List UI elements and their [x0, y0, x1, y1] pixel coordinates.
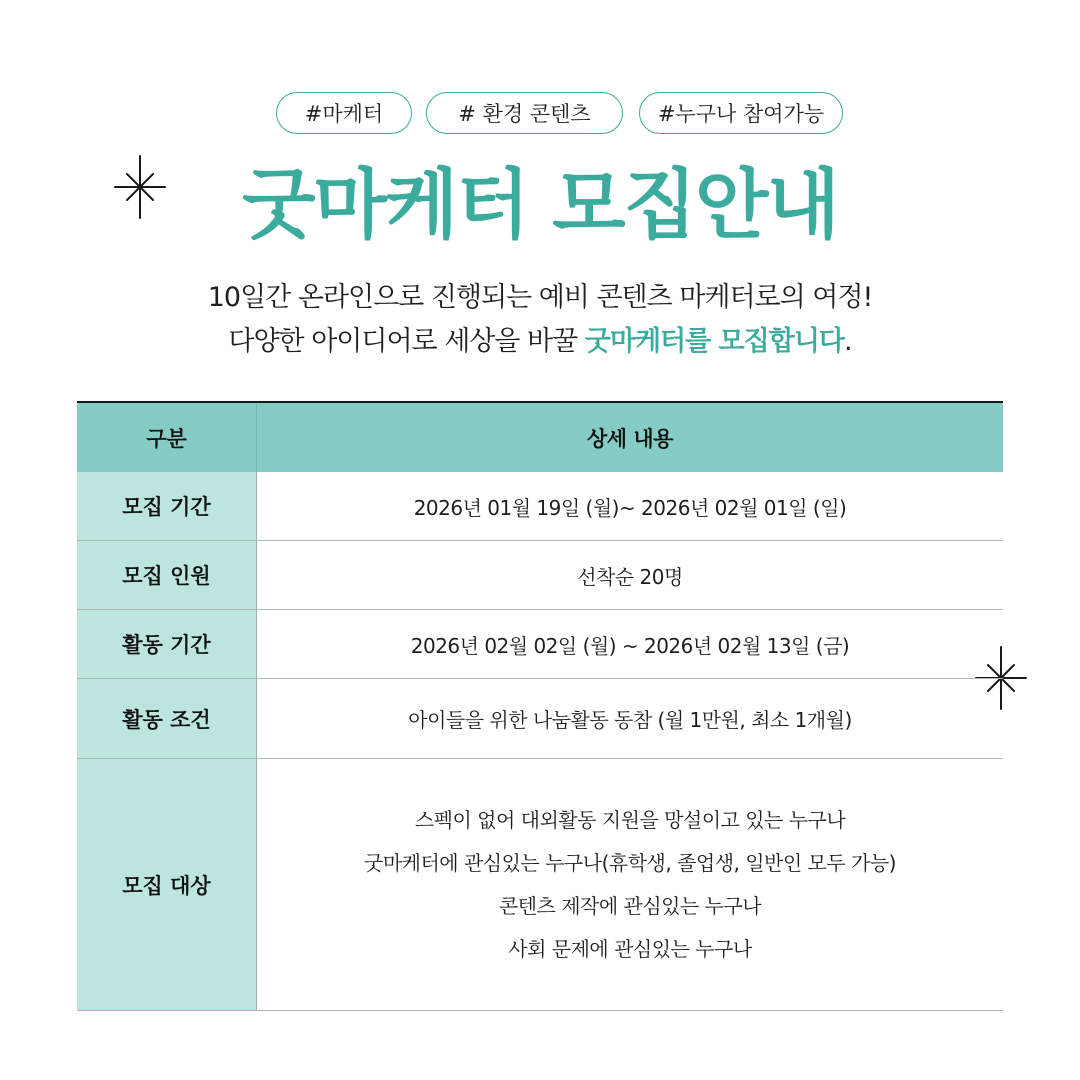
row-value-activity-condition: 아이들을 위한 나눔활동 동참 (월 1만원, 최소 1개월): [408, 708, 852, 732]
intro-text: [0, 276, 1080, 364]
table-header-category: 구분: [77, 403, 257, 472]
row-value-recruit-count: 선착순 20명: [577, 564, 683, 589]
table-row: [77, 541, 1003, 610]
table-header-details: 상세 내용: [257, 403, 1003, 472]
intro-highlight: 굿마케터를 모집합니다: [584, 326, 845, 357]
intro-line-2-prefix: 다양한 아이디어로 세상을 바꿀: [228, 326, 585, 357]
row-label-recruit-period: 모집 기간: [77, 472, 257, 540]
hashtag-anyone-can-join: #누구나 참여가능: [639, 92, 843, 134]
target-line: 콘텐츠 제작에 관심있는 누구나: [498, 893, 762, 918]
row-label-activity-condition: 활동 조건: [77, 679, 257, 758]
intro-line-2-suffix: .: [844, 326, 852, 357]
table-row: [77, 759, 1003, 1011]
target-line: 굿마케터에 관심있는 누구나(휴학생, 졸업생, 일반인 모두 가능): [364, 850, 896, 875]
hashtag-environment-content: # 환경 콘텐츠: [426, 92, 623, 134]
row-value-recruit-target: [257, 759, 1003, 1010]
table-header-row: [77, 403, 1003, 472]
target-line: 사회 문제에 관심있는 누구나: [508, 936, 752, 961]
row-label-recruit-target: 모집 대상: [77, 759, 257, 1010]
row-label-recruit-count: 모집 인원: [77, 541, 257, 609]
hashtag-marketer: #마케터: [276, 92, 412, 134]
hashtag-list: [0, 92, 1080, 136]
table-row: [77, 610, 1003, 679]
intro-line-2: [0, 320, 1080, 364]
page-title: 굿마케터 모집안내: [242, 160, 838, 249]
target-line: 스펙이 없어 대외활동 지원을 망설이고 있는 누구나: [414, 807, 846, 832]
row-value-activity-period: 2026년 02월 02일 (월) ~ 2026년 02월 13일 (금): [410, 633, 850, 658]
row-value-recruit-period: 2026년 01월 19일 (월)~ 2026년 02월 01일 (일): [413, 495, 847, 520]
recruitment-info-table: [77, 401, 1003, 1011]
intro-line-1: 10일간 온라인으로 진행되는 예비 콘텐츠 마케터로의 여정!: [207, 282, 873, 313]
table-row: [77, 472, 1003, 541]
table-row: [77, 679, 1003, 759]
row-label-activity-period: 활동 기간: [77, 610, 257, 678]
